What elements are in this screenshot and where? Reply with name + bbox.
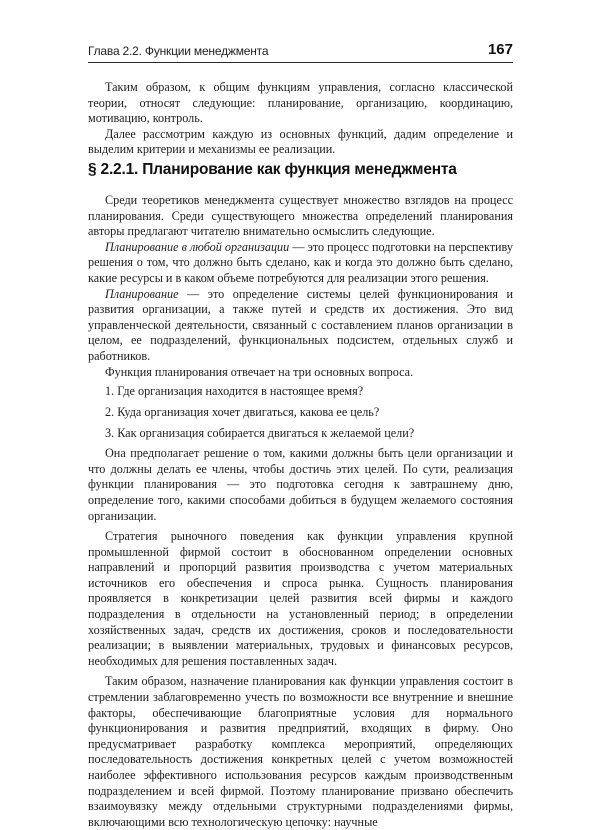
definition-text: — это определение системы целей функционирования и развития организации, а также путей и средств их достижения. Это вид управленческой деятельности, связанный с составлением планов организации в целом, ее подразделений, функциональных подсистем, отдельных служб и работников.	[88, 286, 513, 363]
definition-paragraph-2	[88, 287, 513, 365]
running-header	[88, 40, 513, 63]
defined-term: Планирование	[105, 286, 179, 301]
list-item: 3. Как организация собирается двигаться к желаемой цели?	[105, 426, 415, 441]
page-number: 167	[487, 41, 513, 58]
paragraph-7: Таким образом, назначение планирования как функции управления состоит в стремлении заблаговременно учесть по возможности все внутренние и внешние факторы, обеспечивающие благоприятные условия для нормального функционирования и развития предприятий, входящих в фирму. Оно предусматривает разработку комплекса мероприятий, определяющих последовательность достижения конкретных целей с учетом возможностей наиболее эффективного использования ресурсов каждым производственным подразделением и всей фирмой. Поэтому планирование призвано обеспечить взаимоувязку между отдельными структурными подразделениями фирмы, включающими всю технологическую цепочку: научные	[88, 674, 513, 829]
defined-term: Планирование в любой организации	[105, 239, 290, 254]
section-heading: § 2.2.1. Планирование как функция менеджмента	[88, 161, 457, 178]
paragraph-questions-intro: Функция планирования отвечает на три основных вопроса.	[105, 364, 414, 379]
section-body	[88, 193, 513, 830]
definition-text: — это процесс подготовки на перспективу решения о том, что должно быть сделано, как и когда это должно быть сделано, какие ресурсы и в каком объеме потребуются для реализации этого решения.	[88, 239, 513, 285]
paragraph-5: Она предполагает решение о том, какими должны быть цели организации и что должны делать ее члены, чтобы достичь этих целей. По сути, реализация функции планирования — это подготовка сегодня к завтрашнему дню, определение того, какими способами добиться в будущем желаемого состояния организации.	[88, 446, 513, 523]
list-item: 1. Где организация находится в настоящее время?	[105, 384, 364, 399]
questions-list	[88, 383, 513, 441]
intro-block	[88, 80, 513, 158]
chapter-title: Глава 2.2. Функции менеджмента	[88, 44, 269, 58]
intro-paragraph-2: Далее рассмотрим каждую из основных функций, дадим определение и выделим критерии и механизмы ее реализации.	[88, 126, 513, 157]
definition-paragraph-1	[88, 240, 513, 287]
paragraph-1: Среди теоретиков менеджмента существует множество взглядов на процесс планирования. Среди существующего множества определений планирования авторы предлагают читателю внимательно осмыслить следующие.	[88, 193, 513, 239]
paragraph-6: Стратегия рыночного поведения как функции управления крупной промышленной фирмой состоит в обоснованном определении основных направлений и пропорций развития производства с учетом материальных источников его обеспечения и спроса рынка. Сущность планирования проявляется в конкретизации целей развития всей фирмы и каждого подразделения в отдельности на установленный период; в определении хозяйственных задач, средств их достижения, сроков и последовательности реализации; в выявлении материальных, трудовых и финансовых ресурсов, необходимых для решения поставленных задач.	[88, 529, 513, 668]
list-item: 2. Куда организация хочет двигаться, какова ее цель?	[105, 405, 380, 420]
intro-paragraph-1: Таким образом, к общим функциям управления, согласно классической теории, относят следующие: планирование, организацию, координацию, мотивацию, контроль.	[88, 80, 513, 126]
